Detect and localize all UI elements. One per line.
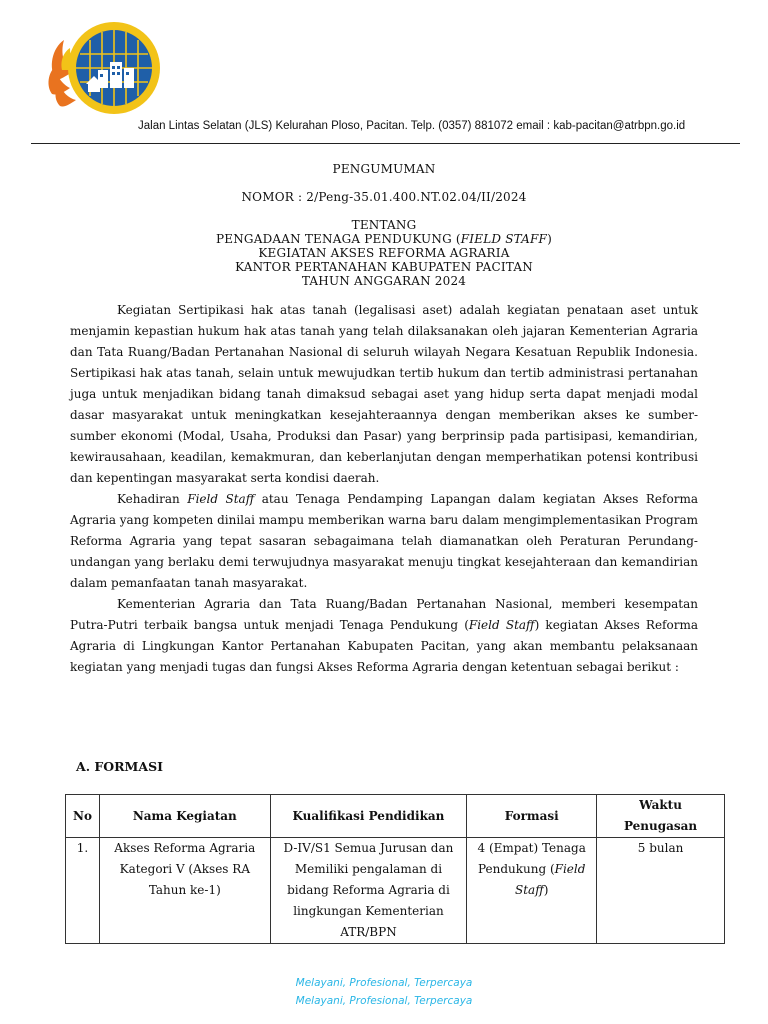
header-formation: Formasi xyxy=(467,795,597,838)
paragraph-1: Kegiatan Sertipikasi hak atas tanah (legalisasi aset) adalah kegiatan penataan aset untuk menjamin kepastian hukum hak atas tanah yang telah dilaksanakan oleh jajaran Kementerian Agraria dan Tata Ruang/Badan Pertanahan Nasional di seluruh wilayah Negara Kesatuan Republik Indonesia. Sertipikasi hak atas tanah, selain untuk mewujudkan tertib hukum dan tertib administrasi pertanahan juga untuk menjadikan bidang tanah dimaksud sebagai aset yang hidup serta dapat menjadi modal dasar masyarakat untuk meningkatkan kesejahteraannya dengan memberikan akses ke sumber-sumber ekonomi (Modal, Usaha, Produksi dan Pasar) yang berprinsip pada partisipasi, kemandirian, kewirausahaan, keadilan, kemakmuran, dan keberlanjutan dengan memperhatikan potensi kontribusi dan kepentingan masyarakat serta kondisi daerah. xyxy=(70,303,698,485)
header-activity-name: Nama Kegiatan xyxy=(99,795,270,838)
table-header-row xyxy=(66,795,725,838)
header-education-qualification: Kualifikasi Pendidikan xyxy=(270,795,467,838)
footer-motto xyxy=(0,974,768,1010)
number-value: 2/Peng-35.01.400.NT.02.04/II/2024 xyxy=(306,190,527,204)
logo-emblem xyxy=(46,10,166,122)
subject-line-1: PENGADAAN TENAGA PENDUKUNG (FIELD STAFF) xyxy=(216,232,552,246)
table-row xyxy=(66,838,725,944)
motto-line-2: Melayani, Profesional, Terpercaya xyxy=(295,995,473,1007)
document-heading xyxy=(40,162,728,288)
header-divider xyxy=(31,143,740,144)
subject-line-2: KEGIATAN AKSES REFORMA AGRARIA xyxy=(258,246,510,260)
office-address: Jalan Lintas Selatan (JLS) Kelurahan Ploso, Pacitan. Telp. (0357) 881072 email : kab-pacitan@atrbpn.go.id xyxy=(138,120,686,132)
subject-line-4: TAHUN ANGGARAN 2024 xyxy=(301,274,467,288)
paragraph-2: Kehadiran Field Staff atau Tenaga Pendamping Lapangan dalam kegiatan Akses Reforma Agraria yang kompeten dinilai mampu memberikan warna baru dalam mengimplementasikan Program Reforma Agraria yang tepat sasaran sebagaimana telah diamanatkan oleh Peraturan Perundang-undangan yang berlaku demi terwujudnya masyarakat menuju tingkat kesejahteraan dan kemandirian dalam pemanfaatan tanah masyarakat. xyxy=(70,492,698,590)
motto-line-1: Melayani, Profesional, Terpercaya xyxy=(295,977,473,989)
cell-no: 1. xyxy=(66,838,100,944)
subject-line-3: KANTOR PERTANAHAN KABUPATEN PACITAN xyxy=(235,260,533,274)
formation-table xyxy=(65,794,725,944)
number-label: NOMOR : xyxy=(241,190,303,204)
cell-activity-name: Akses Reforma Agraria Kategori V (Akses RA Tahun ke-1) xyxy=(99,838,270,944)
section-heading-formasi: A. FORMASI xyxy=(76,759,163,774)
cell-assignment-period: 5 bulan xyxy=(597,838,725,944)
header-no: No xyxy=(66,795,100,838)
announcement-body xyxy=(70,300,698,678)
announcement-title: PENGUMUMAN xyxy=(332,162,436,176)
cell-formation: 4 (Empat) Tenaga Pendukung (Field Staff) xyxy=(467,838,597,944)
header-assignment-period: Waktu Penugasan xyxy=(597,795,725,838)
subject-label: TENTANG xyxy=(351,218,417,232)
cell-education-qualification: D-IV/S1 Semua Jurusan dan Memiliki pengalaman di bidang Reforma Agraria di lingkungan Kementerian ATR/BPN xyxy=(270,838,467,944)
paragraph-3: Kementerian Agraria dan Tata Ruang/Badan Pertanahan Nasional, memberi kesempatan Putra-Putri terbaik bangsa untuk menjadi Tenaga Pendukung (Field Staff) kegiatan Akses Reforma Agraria di Lingkungan Kantor Pertanahan Kabupaten Pacitan, yang akan membantu pelaksanaan kegiatan yang menjadi tugas dan fungsi Akses Reforma Agraria dengan ketentuan sebagai berikut : xyxy=(70,597,698,674)
document-number xyxy=(40,190,728,204)
atr-bpn-logo xyxy=(46,10,166,122)
